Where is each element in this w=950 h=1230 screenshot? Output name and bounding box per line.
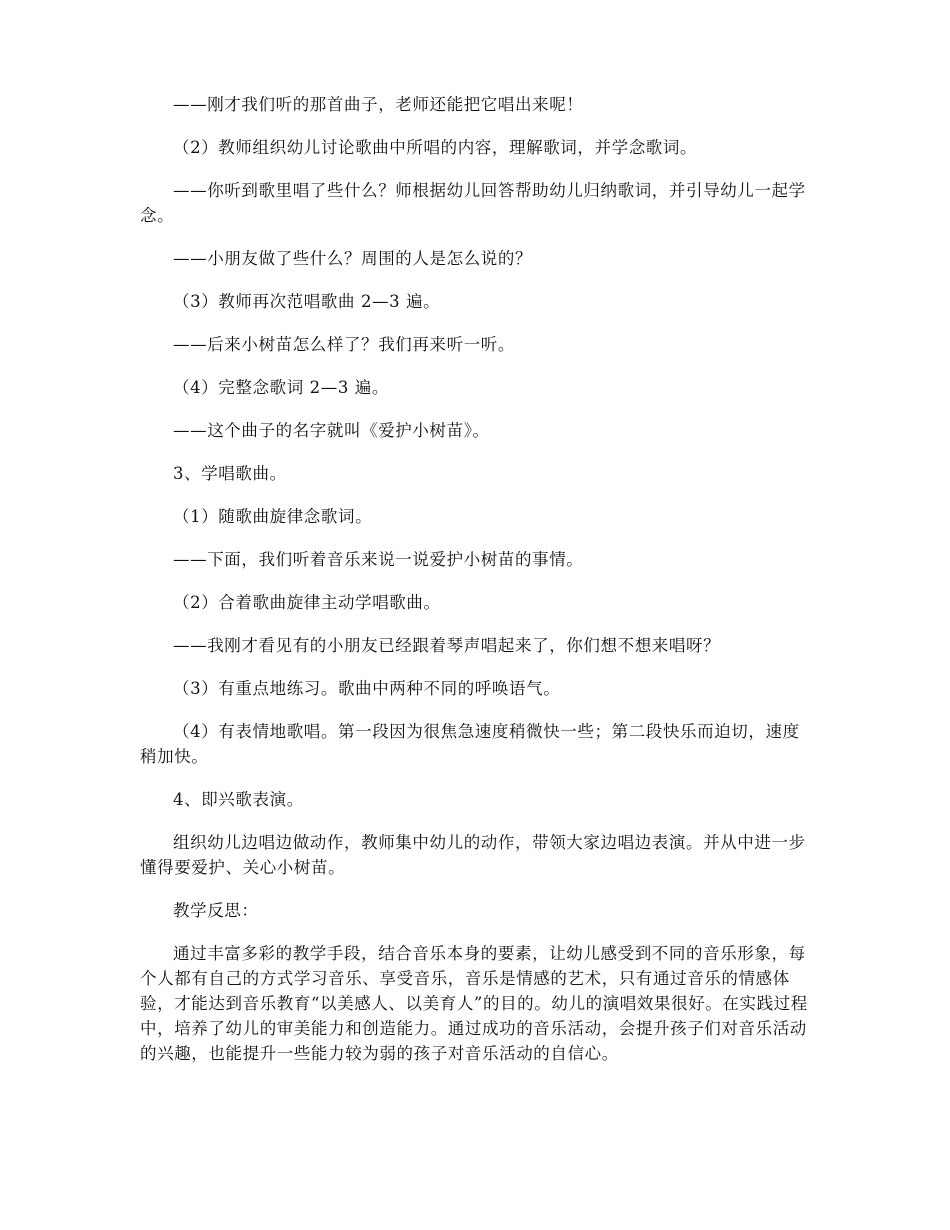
paragraph-12: （2）合着歌曲旋律主动学唱歌曲。 bbox=[173, 593, 441, 612]
paragraph-15: （4）有表情地歌唱。第一段因为很焦急速度稍微快一些；第二段快乐而迫切，速度稍加快。 bbox=[140, 722, 800, 766]
reflection-heading: 教学反思： bbox=[173, 901, 259, 920]
paragraph-17: 组织幼儿边唱边做动作，教师集中幼儿的动作，带领大家边唱边表演。并从中进一步懂得要爱护、关心小树苗。 bbox=[140, 833, 806, 877]
paragraph-10: （1）随歌曲旋律念歌词。 bbox=[173, 507, 373, 526]
section-heading-4: 4、即兴歌表演。 bbox=[173, 790, 304, 809]
document-body bbox=[140, 92, 812, 1084]
section-heading-3: 3、学唱歌曲。 bbox=[173, 464, 287, 483]
paragraph-8: ——这个曲子的名字就叫《爱护小树苗》。 bbox=[173, 421, 490, 440]
paragraph-7: （4）完整念歌词 2—3 遍。 bbox=[173, 378, 389, 397]
paragraph-6: ——后来小树苗怎么样了？我们再来听一听。 bbox=[173, 335, 515, 354]
paragraph-1: ——刚才我们听的那首曲子，老师还能把它唱出来呢！ bbox=[173, 95, 584, 114]
paragraph-14: （3）有重点地练习。歌曲中两种不同的呼唤语气。 bbox=[173, 679, 561, 698]
paragraph-5: （3）教师再次范唱歌曲 2—3 遍。 bbox=[173, 292, 441, 311]
paragraph-4: ——小朋友做了些什么？周围的人是怎么说的？ bbox=[173, 249, 533, 268]
reflection-paragraph: 通过丰富多彩的教学手段，结合音乐本身的要素，让幼儿感受到不同的音乐形象，每个人都有自己的方式学习音乐、享受音乐，音乐是情感的艺术，只有通过音乐的情感体验，才能达到音乐教育“以美感人、以美育人”的目的。幼儿的演唱效果很好。在实践过程中，培养了幼儿的审美能力和创造能力。通过成功的音乐活动，会提升孩子们对音乐活动的兴趣，也能提升一些能力较为弱的孩子对音乐活动的自信心。 bbox=[140, 944, 808, 1063]
paragraph-2: （2）教师组织幼儿讨论歌曲中所唱的内容，理解歌词，并学念歌词。 bbox=[173, 138, 698, 157]
paragraph-11: ——下面，我们听着音乐来说一说爱护小树苗的事情。 bbox=[173, 550, 584, 569]
paragraph-13: ——我刚才看见有的小朋友已经跟着琴声唱起来了，你们想不想来唱呀？ bbox=[173, 636, 721, 655]
paragraph-3: ——你听到歌里唱了些什么？师根据幼儿回答帮助幼儿归纳歌词，并引导幼儿一起学念。 bbox=[140, 181, 806, 225]
